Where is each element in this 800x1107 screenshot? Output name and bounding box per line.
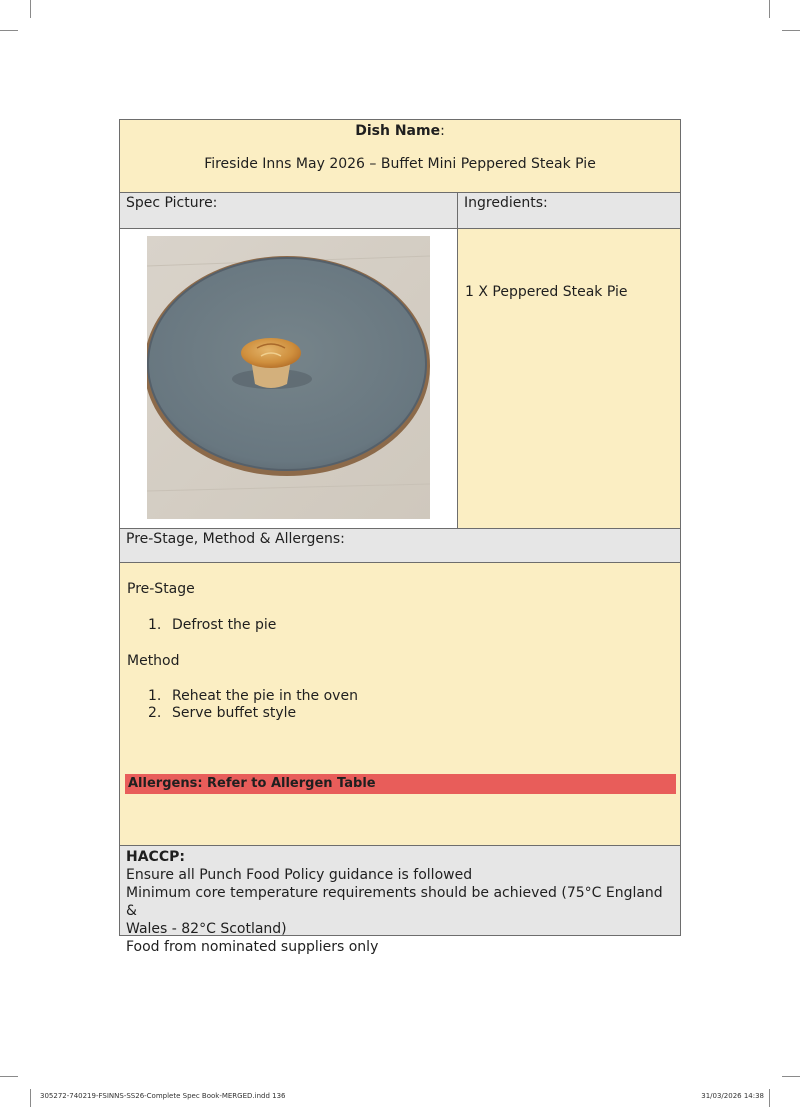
step-text: Reheat the pie in the oven bbox=[172, 688, 358, 704]
method-title: Method bbox=[127, 653, 180, 669]
crop-mark bbox=[782, 1076, 800, 1077]
crop-mark bbox=[769, 1089, 770, 1107]
footer-timestamp: 31/03/2026 14:38 bbox=[701, 1092, 764, 1100]
dish-name-heading bbox=[120, 120, 680, 139]
crop-mark bbox=[30, 0, 31, 18]
haccp-line: Minimum core temperature requirements should be achieved (75°C England & bbox=[126, 885, 663, 919]
spec-sheet bbox=[119, 119, 681, 955]
dish-name-colon: : bbox=[440, 123, 445, 139]
crop-mark bbox=[782, 30, 800, 31]
pie-photo bbox=[147, 236, 430, 519]
allergens-banner: Allergens: Refer to Allergen Table bbox=[125, 774, 676, 794]
list-item bbox=[148, 688, 358, 705]
crop-mark bbox=[0, 1076, 18, 1077]
step-text: Defrost the pie bbox=[172, 617, 277, 633]
list-item bbox=[148, 705, 358, 722]
crop-mark bbox=[30, 1089, 31, 1107]
dish-name-label: Dish Name bbox=[355, 123, 441, 139]
pre-stage-title: Pre-Stage bbox=[127, 581, 195, 597]
step-number: 2. bbox=[148, 705, 162, 721]
step-text: Serve buffet style bbox=[172, 705, 297, 721]
method-steps bbox=[148, 688, 358, 722]
haccp-line: Wales - 82°C Scotland) bbox=[126, 921, 287, 937]
step-number: 1. bbox=[148, 688, 162, 704]
column-header-row bbox=[120, 192, 680, 228]
step-number: 1. bbox=[148, 617, 162, 633]
haccp-cell bbox=[120, 845, 680, 955]
haccp-line: Ensure all Punch Food Policy guidance is followed bbox=[126, 867, 473, 883]
dish-name: Fireside Inns May 2026 – Buffet Mini Peppered Steak Pie bbox=[204, 156, 596, 172]
haccp-line: Food from nominated suppliers only bbox=[126, 939, 379, 955]
method-cell bbox=[120, 562, 680, 845]
ingredients-cell bbox=[458, 229, 680, 528]
picture-ingredients-row bbox=[120, 228, 680, 528]
ingredient-item: 1 X Peppered Steak Pie bbox=[465, 284, 628, 300]
pre-stage-steps bbox=[148, 617, 276, 634]
spec-picture-cell bbox=[120, 229, 458, 528]
haccp-title: HACCP: bbox=[126, 849, 185, 865]
crop-mark bbox=[769, 0, 770, 18]
crop-mark bbox=[0, 30, 18, 31]
footer-file-info: 305272-740219-FSINNS-SS26-Complete Spec Book-MERGED.indd 136 bbox=[40, 1092, 286, 1100]
ingredients-header: Ingredients: bbox=[464, 195, 548, 211]
list-item bbox=[148, 617, 276, 634]
spec-picture-header: Spec Picture: bbox=[120, 193, 458, 228]
method-header: Pre-Stage, Method & Allergens: bbox=[120, 528, 680, 562]
dish-title-row bbox=[120, 120, 680, 192]
